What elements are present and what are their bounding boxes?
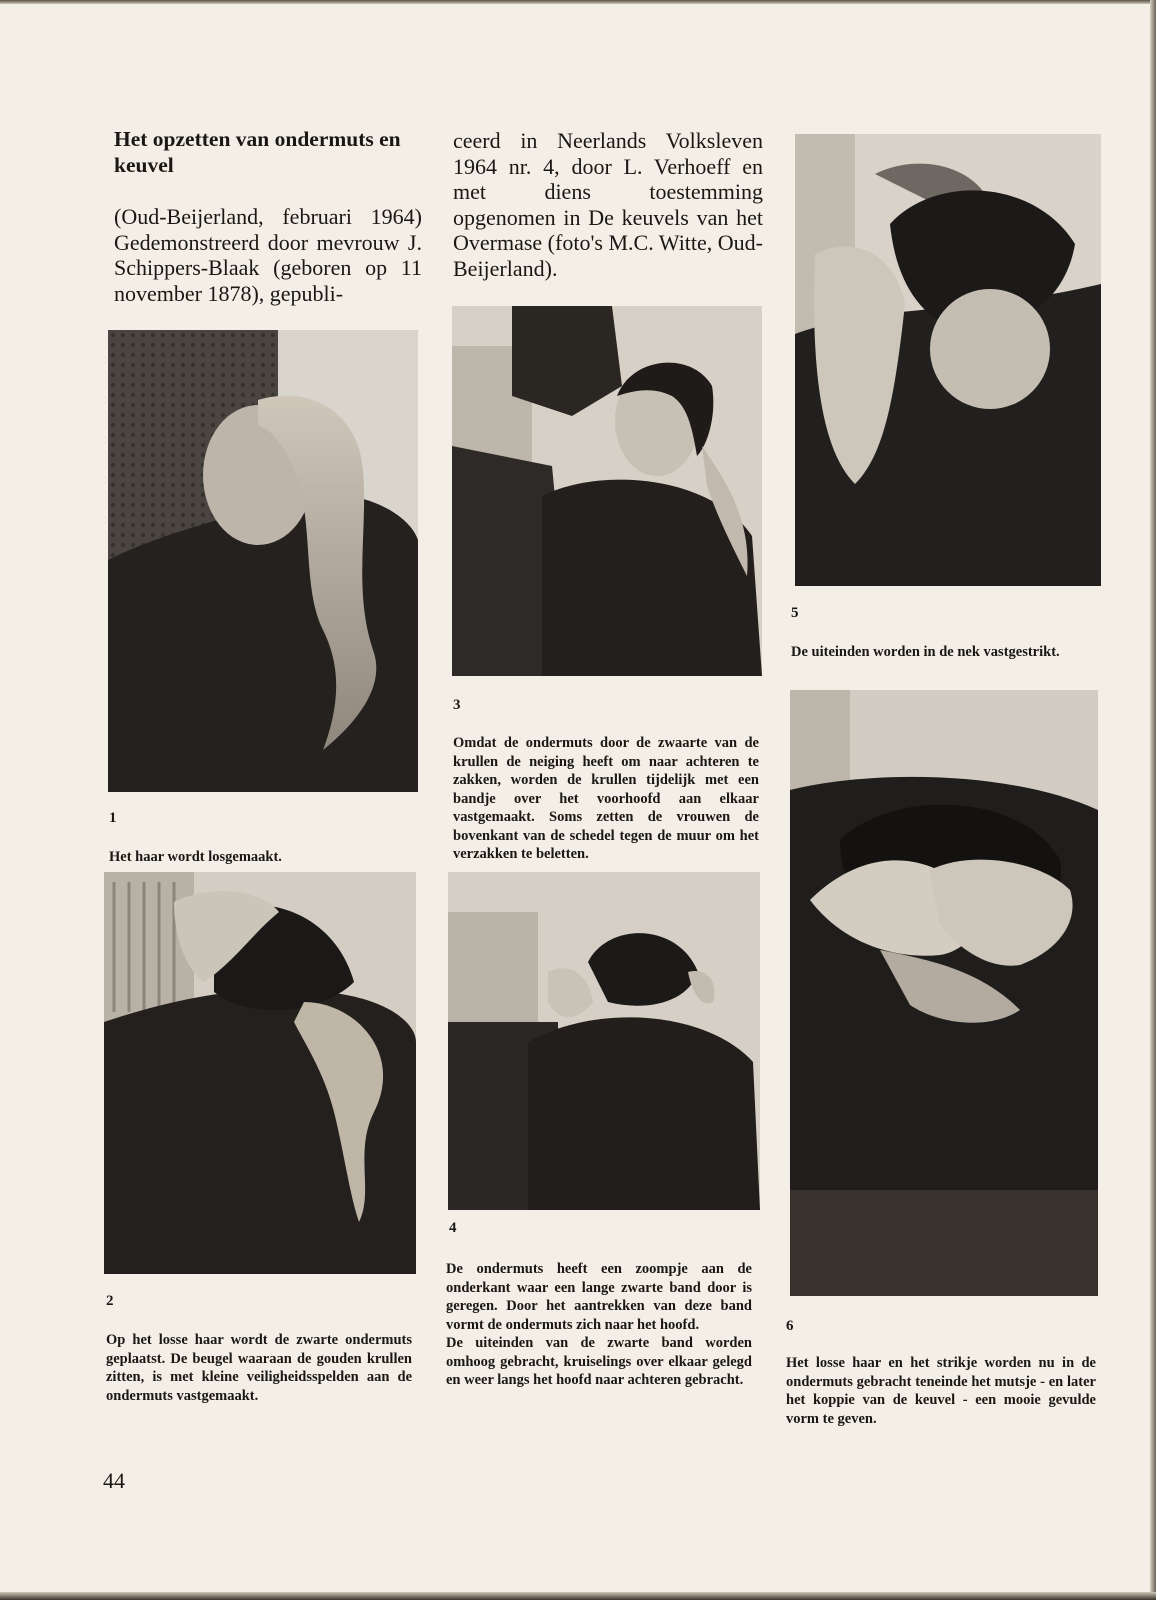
figure-caption-5: De uiteinden worden in de nek vastgestrikt.	[791, 644, 1060, 660]
page-edge-bottom	[0, 1592, 1156, 1600]
figure-number-2: 2	[106, 1293, 114, 1309]
figure-number-6: 6	[786, 1318, 794, 1334]
figure-caption-4: De ondermuts heeft een zoompje aan de onderkant waar een lange zwarte band door is geregen. Door het aantrekken van deze band vormt de ondermuts zich naar het hoofd. De uiteinden van de zwarte band worden omhoog gebracht, kruiselings over elkaar gelegd en weer langs het hoofd naar achteren gebracht.	[446, 1261, 752, 1388]
page-edge-right	[1150, 0, 1156, 1600]
photo-3	[452, 306, 762, 676]
page-number: 44	[103, 1468, 125, 1493]
figure-caption-3: Omdat de ondermuts door de zwaarte van de krullen de neiging heeft om naar achteren te zakken, worden de krullen tijdelijk met een bandje over het voorhoofd aan elkaar vastgemaakt. Soms zetten de vrouwen de bovenkant van de schedel tegen de muur om het verzakken te beletten.	[453, 735, 759, 862]
page-title: Het opzetten van ondermuts en keuvel	[114, 127, 401, 177]
figure-caption-6: Het losse haar en het strikje worden nu in de ondermuts gebracht teneinde het mutsje - en later het koppie van de keuvel - een mooie gevulde vorm te geven.	[786, 1355, 1096, 1427]
photo-4	[448, 872, 760, 1210]
intro-text-col2: ceerd in Neerlands Volksleven 1964 nr. 4, door L. Verhoeff en met diens toestemming opgenomen in De keuvels van het Overmase (foto's M.C. Witte, Oud-Beijerland).	[453, 128, 764, 281]
figure-number-3: 3	[453, 697, 461, 713]
intro-text-col1: (Oud-Beijerland, februari 1964) Gedemonstreerd door mevrouw J. Schippers-Blaak (geboren op 11 november 1878), gepubli-	[114, 204, 422, 306]
figure-number-4: 4	[449, 1220, 457, 1236]
photo-2	[104, 872, 416, 1274]
figure-caption-2: Op het losse haar wordt de zwarte ondermuts geplaatst. De beugel waaraan de gouden krullen zitten, is met kleine veiligheidsspelden aan de ondermuts vastgemaakt.	[106, 1332, 412, 1404]
figure-number-1: 1	[109, 810, 117, 826]
page-edge-top	[0, 0, 1156, 4]
figure-caption-1: Het haar wordt losgemaakt.	[109, 849, 282, 865]
photo-6	[790, 690, 1098, 1296]
photo-1	[108, 330, 418, 792]
photo-5	[795, 134, 1101, 586]
figure-number-5: 5	[791, 605, 799, 621]
